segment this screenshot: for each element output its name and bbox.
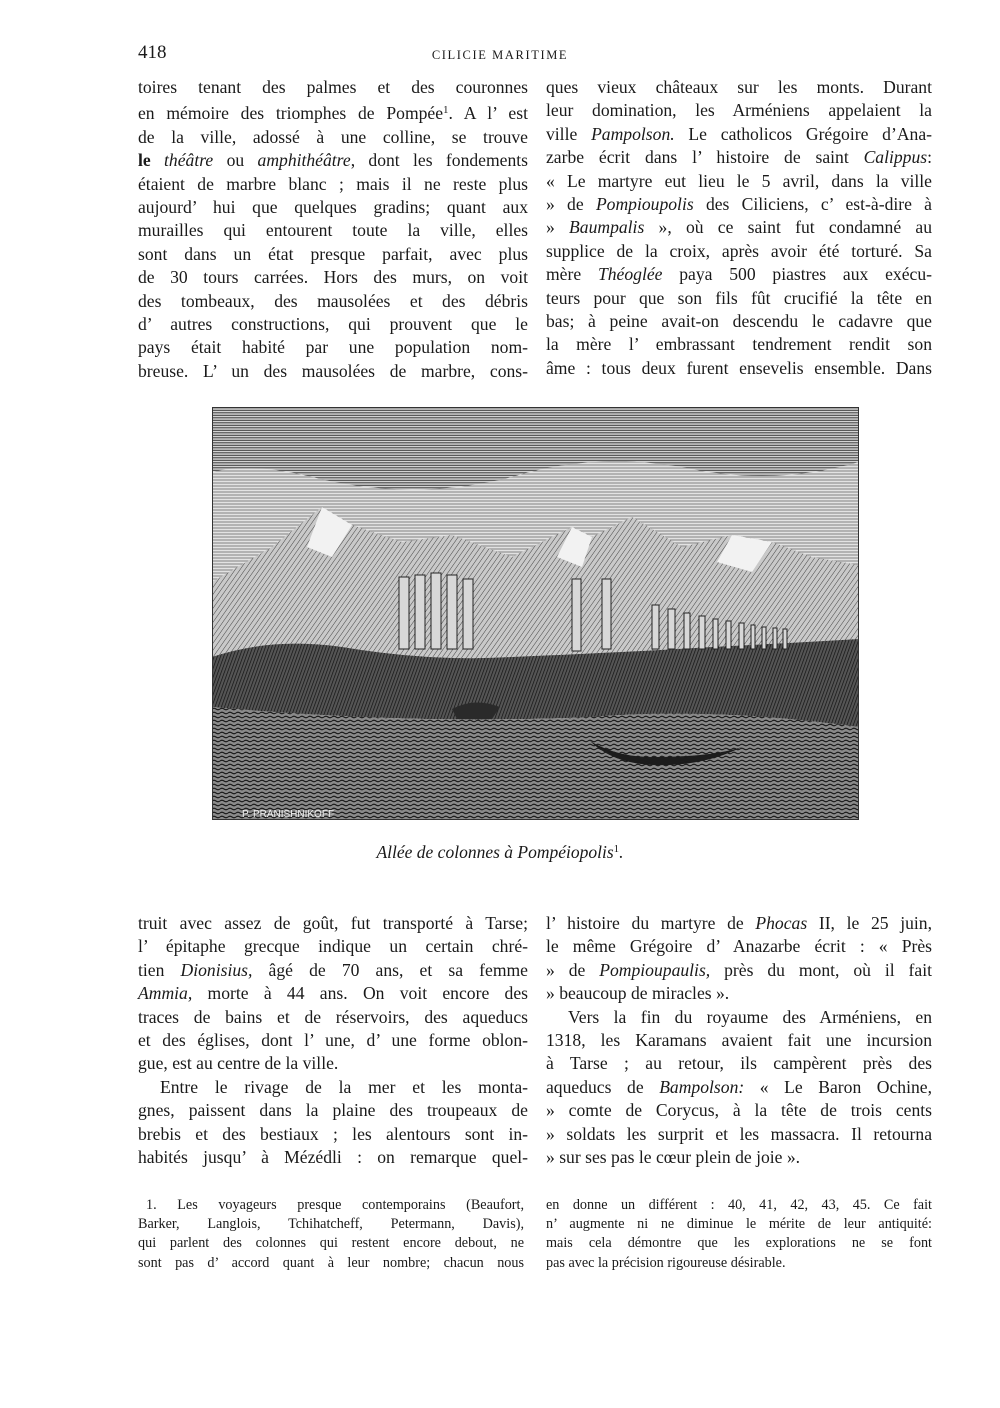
text-line: d’ autres constructions, qui prouvent que le — [138, 314, 528, 335]
text-line: Ammia, morte à 44 ans. On voit encore des — [138, 983, 528, 1004]
text-line: Entre le rivage de la mer et les monta- — [160, 1076, 528, 1097]
text-line: » Baumpalis », où ce saint fut condamné au — [546, 217, 932, 238]
text-line: » de Pompioupolis des Ciliciens, c’ est-à-dire à — [546, 194, 932, 215]
footnote-line: Barker, Langlois, Tchihatcheff, Petermann, Davis), — [138, 1216, 524, 1233]
text-line: de la ville, adossé à une colline, se trouve — [138, 126, 528, 147]
text-line: 1318, les Karamans avaient fait une incursion — [546, 1030, 932, 1051]
text-line: toires tenant des palmes et des couronnes — [138, 77, 528, 97]
footnote-left — [138, 1196, 524, 1273]
text-line: Vers la fin du royaume des Arméniens, en — [568, 1006, 932, 1027]
text-line: leur domination, les Arméniens appelaient la — [546, 100, 932, 121]
running-title: CILICIE MARITIME — [431, 48, 569, 62]
text-line: le théâtre ou amphithéâtre, dont les fondements — [138, 150, 528, 171]
footnote-marker: 1. — [146, 1197, 157, 1213]
text-line: zarbe écrit dans l’ histoire de saint Calippus: — [546, 147, 932, 168]
footnote-right — [546, 1196, 932, 1273]
text-line: murailles qui entourent toute la ville, elles — [138, 220, 528, 241]
footnote-line: qui parlent des colonnes qui restent encore debout, ne — [138, 1235, 524, 1252]
text-line: âme : tous deux furent ensevelis ensemble. Dans — [546, 357, 932, 378]
engraving-svg — [212, 407, 859, 820]
page-header — [0, 42, 1000, 68]
text-line: bas; à peine avait-on descendu le cadavre que — [546, 311, 932, 332]
text-line: truit avec assez de goût, fut transporté à Tarse; — [138, 913, 528, 933]
figure-caption: Allée de colonnes à Pompéiopolis$^1$. — [376, 842, 624, 862]
text-line: aqueducs de Bampolson: « Le Baron Ochine, — [546, 1076, 932, 1097]
text-line: » beaucoup de miracles ». — [546, 983, 730, 1004]
text-line: « Le martyre eut lieu le 5 avril, dans la ville — [546, 170, 932, 191]
engraver-signature: P. PRANISHNIKOFF — [242, 809, 335, 820]
text-line: tien Dionisius, âgé de 70 ans, et sa femme — [138, 959, 528, 980]
text-line: breuse. L’ un des mausolées de marbre, cons- — [138, 360, 528, 381]
footnote-line: n’ augmente ni ne diminue le mérite de leur antiquité: — [546, 1216, 932, 1233]
text-column-bottom-right — [546, 912, 932, 1169]
text-line: aujourd’ hui que quelques gradins; quant aux — [138, 197, 528, 218]
text-line: teurs pour que son fils fût crucifié la tête en — [546, 287, 932, 308]
text-line: à Tarse ; au retour, ils campèrent près des — [546, 1053, 932, 1074]
text-column-top-left — [138, 76, 528, 383]
sea — [212, 707, 859, 820]
text-line: » sur ses pas le cœur plein de joie ». — [546, 1147, 801, 1168]
text-line: l’ histoire du martyre de Phocas II, le 25 juin, — [546, 913, 932, 933]
text-line: l’ épitaphe grecque indique un certain chré- — [138, 936, 528, 957]
footnote-line: sont pas d’ accord quant à leur nombre; chacun nous — [138, 1254, 524, 1271]
text-line: pays était habité par une population nom- — [138, 337, 528, 358]
page-number: 418 — [138, 42, 167, 63]
text-line: ques vieux châteaux sur les monts. Durant — [546, 77, 932, 97]
text-line: des tombeaux, des mausolées et des débris — [138, 290, 528, 311]
footnote-ref[interactable]: 1 — [613, 843, 620, 855]
text-column-bottom-left — [138, 912, 528, 1169]
text-line: traces de bains et de réservoirs, des aqueducs — [138, 1006, 528, 1027]
text-line: en mémoire des triomphes de Pompée$^1$. A l’ est — [138, 103, 528, 124]
text-line: le même Grégoire d’ Anazarbe écrit : « Près — [546, 936, 932, 957]
text-line: supplice de la croix, après avoir été torturé. Sa — [546, 240, 932, 261]
text-line: habités jusqu’ à Mézédli : on remarque quel- — [138, 1147, 528, 1168]
text-line: étaient de marbre blanc ; mais il ne reste plus — [138, 173, 528, 194]
text-line: » comte de Corycus, à la tête de trois cents — [546, 1100, 932, 1121]
text-line: gue, est au centre de la ville. — [138, 1053, 339, 1074]
text-line: » de Pompioupaulis, près du mont, où il fait — [546, 959, 932, 980]
text-line: la mère l’ embrassant tendrement rendit son — [546, 334, 932, 355]
footnote-line: 1. Les voyageurs presque contemporains (Beaufort, — [146, 1197, 524, 1213]
text-line: ville Pampolson. Le catholicos Grégoire d’Ana- — [546, 123, 932, 144]
text-line: brebis et des bestiaux ; les alentours sont in- — [138, 1123, 528, 1144]
text-line: mère Théoglée paya 500 piastres aux exécu- — [546, 264, 932, 285]
footnote-ref[interactable]: 1 — [443, 104, 449, 117]
text-line: et des églises, dont l’ une, d’ une forme oblon- — [138, 1030, 528, 1051]
text-column-top-right — [546, 76, 932, 380]
footnote-line: en donne un différent : 40, 41, 42, 43, 45. Ce fait — [546, 1197, 932, 1213]
engraving-illustration — [212, 407, 859, 820]
text-line: » soldats les surprit et les massacra. Il retourna — [546, 1123, 932, 1144]
footnote-line: mais cela démontre que les explorations ne se font — [546, 1235, 932, 1252]
text-line: sont dans un état presque parfait, avec plus — [138, 243, 528, 264]
footnote-line: pas avec la précision rigoureuse désirable. — [546, 1254, 786, 1271]
text-line: de 30 tours carrées. Hors des murs, on voit — [138, 267, 528, 288]
text-line: gnes, paissent dans la plaine des troupeaux de — [138, 1100, 528, 1121]
